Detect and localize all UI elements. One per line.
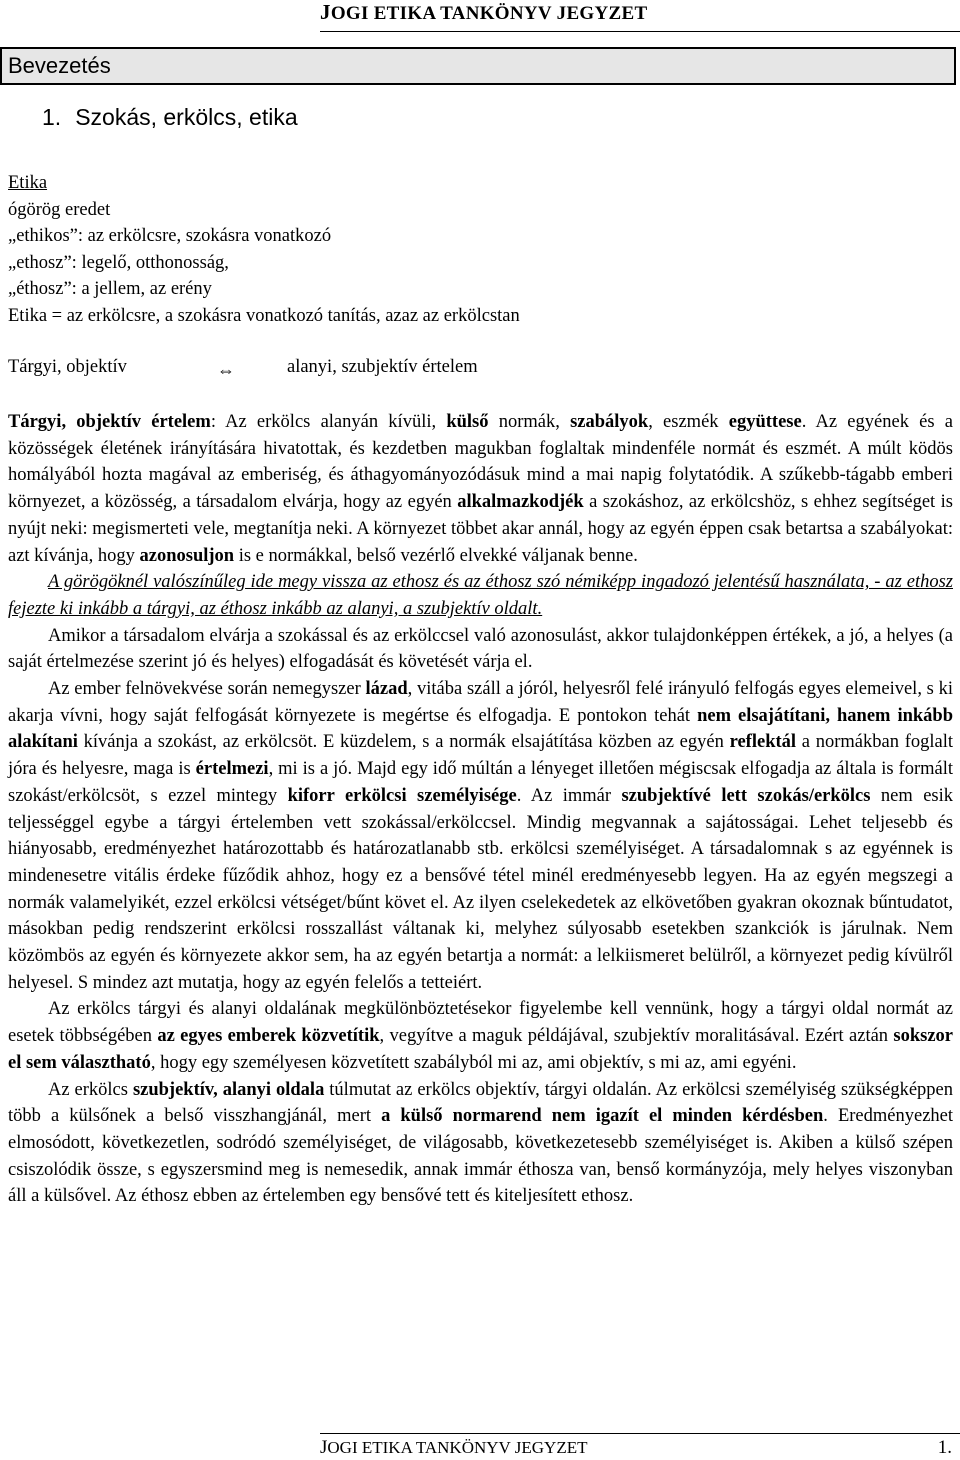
paragraph: Amikor a társadalom elvárja a szokással és az erkölccsel való azonosulást, akkor tulajdonképpen értékek, a jó, a helyes (a saját értelmezése szerint jó és helyes) elfogadását és követését várja el. bbox=[8, 625, 953, 673]
footer-title: OGI ETIKA TANKÖNYV JEGYZET bbox=[327, 1438, 588, 1457]
main-text bbox=[8, 409, 953, 1210]
definition-line: Etika = az erkölcsre, a szokásra vonatkozó tanítás, azaz az erkölcstan bbox=[8, 305, 520, 326]
double-arrow-icon: ⇔ bbox=[217, 360, 235, 380]
page-number: 1. bbox=[937, 1437, 952, 1458]
section-heading bbox=[42, 104, 298, 131]
definition-line: „éthosz”: a jellem, az erény bbox=[8, 279, 212, 299]
header-rule bbox=[320, 31, 960, 32]
definition-block bbox=[8, 170, 520, 329]
header-initial: J bbox=[320, 0, 331, 24]
footer-rule bbox=[320, 1433, 960, 1434]
chapter-heading: Bevezetés bbox=[0, 47, 956, 85]
footer-initial: J bbox=[320, 1437, 328, 1458]
header-title: OGI ETIKA TANKÖNYV JEGYZET bbox=[330, 3, 648, 24]
contrast-right: alanyi, szubjektív értelem bbox=[287, 357, 478, 377]
running-header bbox=[320, 0, 647, 25]
definition-line: ógörög eredet bbox=[8, 199, 111, 220]
section-title: Szokás, erkölcs, etika bbox=[75, 104, 298, 130]
definition-line: „ethosz”: legelő, otthonosság, bbox=[8, 252, 229, 273]
paragraph: Tárgyi, objektív értelem: Az erkölcs alanyán kívüli, külső normák, szabályok, eszmék együttese. Az egyének és a közösségek életének irányítására hivatottak, és kezdetben magukban foglaltak mindenféle normát és eszmét. A múlt ködös homályából hozta magával az emberiség, és áthagyományozódásuk mind a mai napig folytatódik. A szűkebb-tágabb emberi környezet, a közösség, a társadalom elvárja, hogy az egyén alkalmazkodjék a szokáshoz, az erkölcshöz, s ehhez segítséget is nyújt neki: megismerteti vele, megtanítja neki. A környezet többet akar annál, hogy az egyén éppen csak betartsa a szabályokat: azt kívánja, hogy azonosuljon is e normákkal, belső vezérlő elvekké váljanak benne. bbox=[8, 412, 953, 566]
section-number: 1. bbox=[42, 104, 62, 130]
definition-term: Etika bbox=[8, 173, 48, 193]
definition-line: „ethikos”: az erkölcsre, szokásra vonatkozó bbox=[8, 226, 332, 246]
paragraph: Az erkölcs tárgyi és alanyi oldalának megkülönböztetésekor figyelembe kell vennünk, hogy a tárgyi oldal normát az esetek többségében az egyes emberek közvetítik, vegyítve a maguk példájával, szubjektív moralitásával. Ezért aztán sokszor el sem választható, hogy egy személyesen közvetített szabályból mi az, ami objektív, s mi az, ami egyéni. bbox=[8, 999, 953, 1073]
running-footer bbox=[320, 1437, 960, 1459]
contrast-left: Tárgyi, objektív bbox=[8, 357, 127, 377]
paragraph: Az ember felnövekvése során nemegyszer lázad, vitába száll a jóról, helyesről felé irányuló felfogás egyes elemeivel, s ki akarja vívni, hogy saját felfogását környezete is megértse és elfogadja. E pontokon tehát nem elsajátítani, hanem inkább alakítani kívánja a szokást, az erkölcsöt. E küzdelem, s a normák elsajátítása közben az egyén reflektál a normákban foglalt jóra és helyesre, maga is értelmezi, mi is a jó. Majd egy idő múltán a lényeget illetően mégiscsak elfogadja az általa is formált szokást/erkölcsöt, s ezzel mintegy kiforr erkölcsi személyisége. Az immár szubjektívé lett szokás/erkölcs nem esik teljességgel egybe a tárgyi értelemben vett szokással/erkölccsel. Mindig megvannak a sajátosságai. Lehet teljesebb és hiányosabb, eredményezhet határozottabb és határozatlanabb stb. erkölcsi személyiséget. A társadalomnak s az egyénnek is mindenesetre vitális érdeke fűződik ahhoz, hogy ez a bensővé tétel minél eredményesebb legyen. Ha az egyén megszegi a normák valamelyikét, ezzel erkölcsi vétséget/bűnt követ el. Az ilyen cselekedetek az elkövetőben gyakran okoznak bűntudatot, másokban pedig rendszerint erkölcsi rosszallást váltanak ki, melyhez súlyosabb esetekben szankciók is járulnak. Nem közömbös az egyén és környezete akkor sem, ha az egyén betartja a normát: a lelkiismeret belülről, a környezet pedig kívülről helyesel. S mindez azt mutatja, hogy az egyén felelős a tetteiért. bbox=[8, 679, 954, 993]
paragraph: Az erkölcs szubjektív, alanyi oldala túlmutat az erkölcs objektív, tárgyi oldalán. Az erkölcsi személyiség szükségképpen több a külsőnek a belső visszhangjánál, mert a külső normarend nem igazít el minden kérdésben. Eredményezhet elmosódott, következetlen, sodródó személyiséget, de világosabb, következetesebb személyiséget is. Akiben a külső szépen csiszolódik össze, s egyszersmind meg is nemesedik, annak immár éthosza van, benső kormányzója, mely helyes viszonyban áll a külsővel. Az éthosz ebben az értelemben egy bensővé tett és kiteljesített ethosz. bbox=[8, 1079, 954, 1207]
paragraph-italic: A görögöknél valószínűleg ide megy vissza az ethosz és az éthosz szó némiképp ingadozó jelentésű használata, - az ethosz fejezte ki inkább a tárgyi, az éthosz inkább az alanyi, a szubjektív oldalt. bbox=[8, 572, 953, 619]
